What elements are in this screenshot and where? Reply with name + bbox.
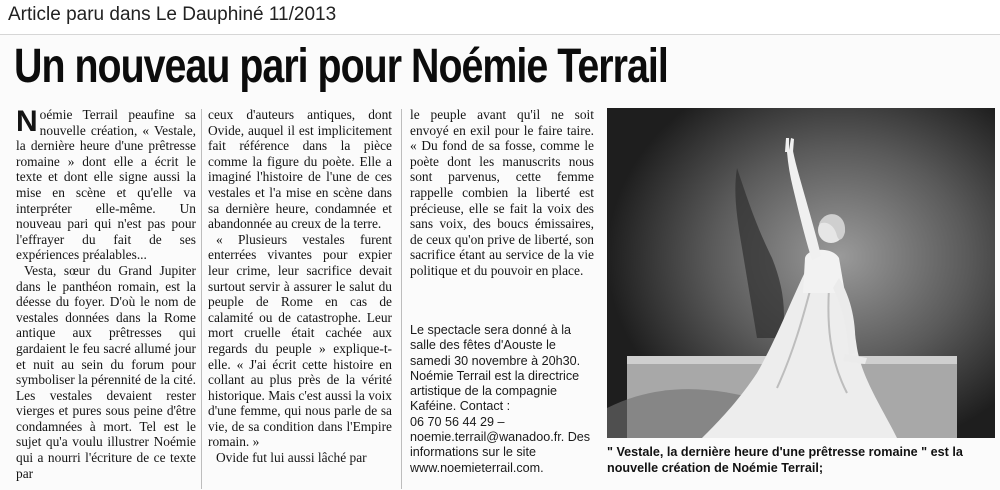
info-line: informations sur le site [410, 445, 536, 460]
article-paragraph: ceux d'auteurs antiques, dont Ovide, auquel il est implicitement fait référence dans la pièce comme la figure du poète. Elle a imaginé l'histoire de l'une de ces vestales et l'a mise en scène dans sa dernière heure, condamnée et abandonnée au creux de la terre. [208, 107, 392, 232]
info-line: artistique de la compagnie [410, 384, 558, 399]
info-line: 06 70 56 44 29 – [410, 414, 505, 429]
info-line: Noémie Terrail est la directrice [410, 368, 580, 383]
performer-photo [607, 108, 995, 438]
article-paragraph: « Plusieurs vestales furent enterrées vivantes pour expier leur crime, leur sacrifice devait surtout servir à assurer le salut du peuple de Rome en cas de calamité ou de catastrophe. Leur mort cruelle était cachée aux regards du peuple » explique-t-elle. « J'ai écrit cette histoire en collant au plus près de la vérité historique. Mais c'est aussi la voix d'une femme, qui nous parle de sa vie, de sa condition dans l'Empire romain. » [208, 231, 392, 450]
drop-cap: N [16, 105, 38, 138]
article-paragraph [16, 107, 196, 263]
info-line: Le spectacle sera donné à la [410, 323, 572, 337]
photo-caption: " Vestale, la dernière heure d'une prêtresse romaine " est la nouvelle création de Noémie Terrail; [607, 445, 963, 475]
article-paragraph: Ovide fut lui aussi lâché par [216, 450, 367, 466]
column-divider [201, 109, 202, 489]
info-line: samedi 30 novembre à 20h30. [410, 353, 581, 368]
info-line: noemie.terrail@wanadoo.fr. Des [410, 430, 591, 445]
source-caption: Article paru dans Le Dauphiné 11/2013 [8, 4, 337, 25]
article-paragraph: le peuple avant qu'il ne soit envoyé en exil pour le faire taire. « Du fond de sa fosse, comme le poète dont les manuscrits nous sont parvenus, cette femme rappelle combien la liberté est précieuse, elle se fait la voix des sans voix, des boucs émissaires, de ceux qu'on prive de liberté, son sacrifice étant au service de la vie politique et du pouvoir en place. [410, 107, 594, 278]
article-column-1 [16, 107, 196, 481]
column-divider [401, 109, 402, 489]
article-column-2 [208, 107, 392, 466]
info-line: www.noemieterrail.com. [410, 460, 544, 475]
newspaper-clipping [0, 34, 1000, 490]
paragraph-text: oémie Terrail peaufine sa nouvelle création, « Vestale, la dernière heure d'une prêtresse romaine » dont elle a écrit le texte et dont elle signe aussi la mise en scène et qu'elle va interpréter elle-même. Un nouveau pari qui n'est pas pour l'effrayer du fait de ses expériences préalables... [16, 107, 196, 263]
article-column-3 [410, 107, 594, 279]
info-line: Kaféine. Contact : [410, 399, 511, 414]
info-line: salle des fêtes d'Aouste le [410, 338, 556, 353]
article-paragraph: Vesta, sœur du Grand Jupiter dans le panthéon romain, est la déesse du foyer. D'où le nom de vestales données dans la Rome antique aux prêtresses qui gardaient le feu sacré allumé jour et nuit au sein du forum pour symboliser la pérennité de la cité. Les vestales devaient rester vierges et pures sous peine d'être condamnées à mort. Tel est le sujet qu'a voulu illustrer Noémie qui a nourri l'écriture de ce texte par [16, 262, 196, 481]
event-info-box [410, 323, 594, 476]
article-headline: Un nouveau pari pour Noémie Terrail [14, 40, 668, 93]
performer-photo-icon [607, 108, 995, 438]
